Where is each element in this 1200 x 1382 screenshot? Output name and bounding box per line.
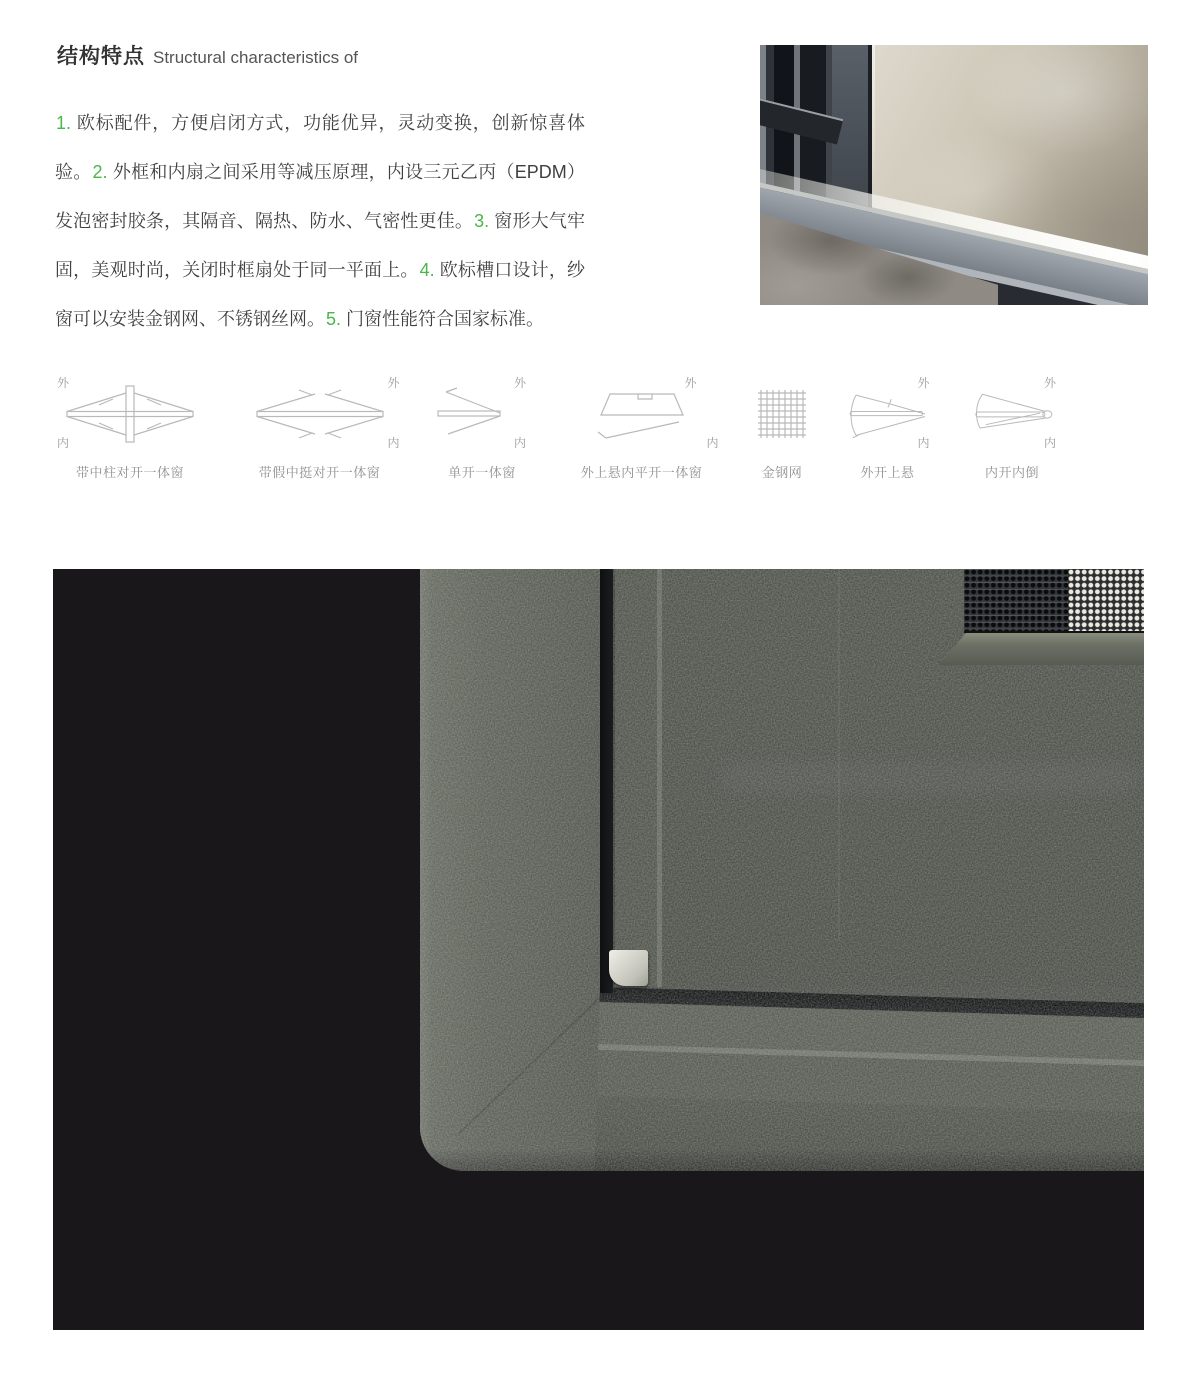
page-title-zh: 结构特点 <box>57 45 145 68</box>
icon-box <box>561 376 723 452</box>
feature-number: 1. <box>56 113 72 133</box>
feature-number: 2. <box>92 162 108 182</box>
inner-side-label: 内 <box>1043 436 1056 450</box>
out-open-top-hung-icon <box>842 385 934 443</box>
frame-corner-photo <box>53 569 1144 1330</box>
icon-box <box>753 376 811 452</box>
opening-type-double-casement-false-mullion <box>236 376 404 481</box>
outer-frame-face <box>420 569 600 1171</box>
outer-frame-chamfer <box>420 569 432 1171</box>
opening-type-label: 带中柱对开一体窗 <box>75 465 184 480</box>
outer-side-label: 外 <box>57 376 70 390</box>
opening-type-security-mesh <box>753 376 811 481</box>
opening-type-label: 外上悬内平开一体窗 <box>580 465 703 480</box>
icon-box <box>964 376 1060 452</box>
opening-type-top-hung-out-inswing <box>561 376 723 481</box>
mesh-frame-bevel <box>938 633 1144 665</box>
opening-type-label: 单开一体窗 <box>448 465 516 480</box>
inner-side-label: 内 <box>706 436 719 450</box>
frame-bottom-group <box>593 987 1144 1171</box>
outer-side-label: 外 <box>684 376 697 390</box>
feature-number: 3. <box>474 211 490 231</box>
plate-bottom-rim <box>420 1149 1144 1171</box>
opening-type-out-open-top-hung <box>842 376 934 481</box>
icon-box <box>236 376 404 452</box>
security-mesh-icon <box>755 387 809 441</box>
feature-text: 门窗性能符合国家标准。 <box>346 309 545 329</box>
opening-type-single-casement <box>434 376 530 481</box>
page-title-en: Structural characteristics of <box>153 48 359 67</box>
opening-type-label: 内开内倒 <box>984 465 1039 480</box>
feature-number: 5. <box>326 309 342 329</box>
reflection-streak <box>720 761 1140 795</box>
inner-side-label: 内 <box>513 436 526 450</box>
double-casement-center-post-icon <box>65 382 195 446</box>
feature-text: 欧标槽口设计，纱窗可以安装金钢网、不锈钢丝网。 <box>55 260 586 329</box>
outer-side-label: 外 <box>513 376 526 390</box>
corner-drain-cap <box>609 950 648 986</box>
feature-text: 欧标配件，方便启闭方式，功能优异，灵动变换，创新惊喜体验。 <box>55 113 585 182</box>
glass-edge-highlight <box>872 45 875 188</box>
outer-side-label: 外 <box>387 376 400 390</box>
feature-number: 4. <box>419 260 435 280</box>
double-casement-false-mullion-icon <box>255 382 385 446</box>
frame-plate <box>420 569 1144 1171</box>
window-sill-photo <box>760 45 1148 305</box>
features-text <box>55 99 585 344</box>
opening-type-label: 外开上悬 <box>860 465 915 480</box>
section-header <box>57 40 358 70</box>
inner-side-label: 内 <box>917 436 930 450</box>
opening-types-row <box>55 376 1060 481</box>
tilt-turn-inward-icon <box>966 385 1058 443</box>
icon-box <box>842 376 934 452</box>
inner-side-label: 内 <box>387 436 400 450</box>
opening-type-tilt-turn-inward <box>964 376 1060 481</box>
outer-side-label: 外 <box>1043 376 1056 390</box>
security-mesh-bright-half <box>1068 569 1144 631</box>
security-mesh-dark-half <box>964 569 1068 631</box>
opening-type-label: 金钢网 <box>761 465 803 480</box>
feature-text: 窗形大气牢固，美观时尚，关闭时框扇处于同一平面上。 <box>55 211 585 280</box>
top-hung-out-inswing-icon <box>586 382 698 446</box>
opening-type-double-casement-center-post <box>55 376 205 481</box>
icon-box <box>55 376 205 452</box>
frame-groove-vertical <box>600 569 613 993</box>
opening-type-label: 带假中挺对开一体窗 <box>258 465 381 480</box>
sash-edge-band <box>613 569 659 987</box>
security-mesh-panel <box>964 569 1144 633</box>
feature-text: 外框和内扇之间采用等减压原理，内设三元乙丙（EPDM）发泡密封胶条，其隔音、隔热、防水、气密性更佳。 <box>55 162 585 231</box>
outer-side-label: 外 <box>917 376 930 390</box>
icon-box <box>434 376 530 452</box>
inner-side-label: 内 <box>57 436 70 450</box>
sash-panel-line <box>838 569 840 941</box>
